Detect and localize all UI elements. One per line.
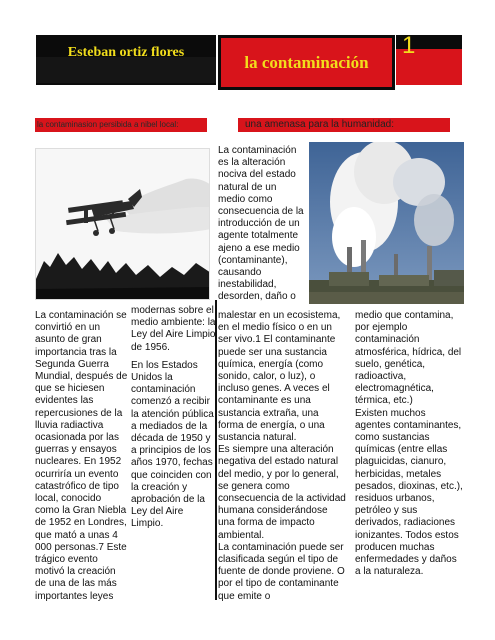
plane-illustration: [36, 149, 210, 300]
section-heading-left: la contaminasion persibida a nibel local:: [35, 118, 207, 132]
header-page-block: [396, 32, 462, 85]
author-name: Esteban ortiz flores: [67, 45, 185, 60]
intro-column: La contaminación es la alteración nociva del estado natural de un medio como consecuencia de la introducción de un agente totalmente ajeno a ese medio (contaminante), causando inestabilidad, desorden, daño o: [218, 145, 304, 303]
middle-paragraph-1: modernas sobre el medio ambiente: la Ley del Aire Limpio de 1956.: [131, 305, 216, 353]
section-heading-right: una amenasa para la humanidad:: [238, 118, 450, 132]
smokestack-illustration: [309, 142, 464, 304]
middle-column: [131, 305, 217, 531]
middle-paragraph-2: En los Estados Unidos la contaminación comenzó a recibir la atención pública a mediados de la década de 1950 y a principios de los años 1970, fechas que coinciden con la creación y aprobación de la Ley del Aire Limpio.: [131, 359, 214, 530]
page-number: 1: [402, 32, 416, 59]
left-column: La contaminación se convirtió en un asunto de gran importancia tras la Segunda Guerra Mundial, después de que se hiciesen evidentes las repercusiones de la lluvia radiactiva ocasionada por las guerras y ensayos nucleares. En 1952 ocurriría un evento catastrófico de tipo local, conocido como la Gran Niebla de 1952 en Londres, que mató a unas 4 000 personas.7 Este trágico evento motivó la creación de una de las más importantes leyes: [35, 310, 128, 602]
header-title-block: [218, 35, 395, 90]
document-title: la contaminación: [244, 53, 369, 72]
header-author-block: [36, 35, 216, 85]
right-paragraph-2: Existen muchos agentes contaminantes, como sustancias químicas (entre ellas plaguicidas, cianuro, herbicidas, metales pesados, dioxinas, etc.), residuos urbanos, petróleo y sus derivados, radiaciones ionizantes. Todos estos producen muchas enfermedades y daños a la naturaleza.: [355, 407, 463, 578]
column-divider: [215, 300, 217, 600]
right-paragraph-1: medio que contamina, por ejemplo contaminación atmosférica, hídrica, del suelo, genética, radioactiva, electromagnética, térmica, etc.): [355, 310, 462, 407]
continuation-column: malestar en un ecosistema, en el medio físico o en un ser vivo.1 El contaminante puede ser una sustancia química, energía (como sonido, calor, o luz), o incluso genes. A veces el contaminante es una sustancia extraña, una forma de energía, o una sustancia natural. Es siempre una alteración negativa del estado natural del medio, y por lo general, se genera como consecuencia de la actividad humana considerándose una forma de impacto ambiental. La contaminación puede ser clasificada según el tipo de fuente de donde proviene. O por el tipo de contaminante que emite o: [218, 310, 346, 602]
right-column: [355, 310, 463, 578]
crop-duster-photo: [35, 148, 210, 300]
smokestack-photo: [309, 142, 464, 304]
